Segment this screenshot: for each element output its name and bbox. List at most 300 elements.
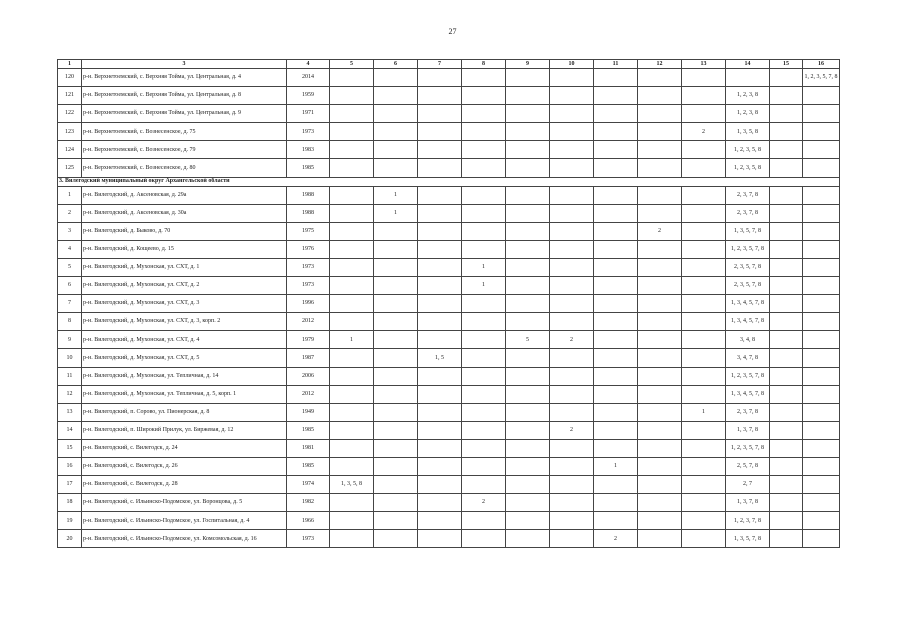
table-cell xyxy=(506,105,550,123)
table-cell: 2 xyxy=(550,331,594,349)
table-cell xyxy=(638,204,682,222)
table-cell xyxy=(550,204,594,222)
table-cell xyxy=(374,141,418,159)
table-cell: 1, 2, 3, 5, 7, 8 xyxy=(726,240,770,258)
table-cell xyxy=(418,295,462,313)
column-header: 16 xyxy=(803,60,840,69)
row-number-cell: 8 xyxy=(58,313,82,331)
table-cell xyxy=(638,141,682,159)
table-row xyxy=(58,277,840,295)
table-cell xyxy=(550,240,594,258)
table-cell xyxy=(418,403,462,421)
table-cell xyxy=(330,123,374,141)
table-cell xyxy=(506,222,550,240)
table-row xyxy=(58,159,840,177)
row-number-cell: 13 xyxy=(58,403,82,421)
table-cell xyxy=(770,421,803,439)
row-number-cell: 5 xyxy=(58,258,82,276)
table-cell: 2, 5, 7, 8 xyxy=(726,457,770,475)
table-cell xyxy=(462,313,506,331)
table-cell xyxy=(638,159,682,177)
table-cell: 1, 2, 3, 7, 8 xyxy=(726,512,770,530)
table-cell xyxy=(462,457,506,475)
table-cell xyxy=(418,258,462,276)
address-cell: р-н. Вилегодский, д. Мухонская, ул. СХТ, д. 1 xyxy=(82,258,287,276)
table-row xyxy=(58,295,840,313)
table-cell xyxy=(770,204,803,222)
table-cell xyxy=(550,105,594,123)
column-header: 1 xyxy=(58,60,82,69)
table-cell xyxy=(330,349,374,367)
row-number-cell: 6 xyxy=(58,277,82,295)
table-cell xyxy=(330,186,374,204)
table-cell: 2014 xyxy=(287,69,330,87)
table-cell xyxy=(594,295,638,313)
table-cell: 1971 xyxy=(287,105,330,123)
table-cell xyxy=(550,295,594,313)
table-cell: 1973 xyxy=(287,258,330,276)
table-cell xyxy=(803,222,840,240)
address-cell: р-н. Вилегодский, с. Ильинско-Подомское, ул. Комсомольская, д. 16 xyxy=(82,530,287,548)
table-header-row xyxy=(58,60,840,69)
table-cell xyxy=(506,87,550,105)
table-row xyxy=(58,141,840,159)
table-cell: 1, 3, 4, 5, 7, 8 xyxy=(726,313,770,331)
table-cell: 1976 xyxy=(287,240,330,258)
table-cell xyxy=(770,295,803,313)
table-cell xyxy=(803,258,840,276)
table-cell xyxy=(638,105,682,123)
column-header: 14 xyxy=(726,60,770,69)
table-cell: 2012 xyxy=(287,313,330,331)
table-cell xyxy=(770,457,803,475)
table-row xyxy=(58,331,840,349)
table-cell xyxy=(506,69,550,87)
table-row xyxy=(58,476,840,494)
table-cell xyxy=(682,331,726,349)
table-cell xyxy=(638,494,682,512)
table-cell xyxy=(330,295,374,313)
table-cell xyxy=(330,439,374,457)
table-cell xyxy=(803,331,840,349)
table-cell xyxy=(682,105,726,123)
table-cell: 1985 xyxy=(287,421,330,439)
column-header: 3 xyxy=(82,60,287,69)
table-cell: 1, 3, 4, 5, 7, 8 xyxy=(726,295,770,313)
table-cell xyxy=(594,240,638,258)
table-cell xyxy=(770,105,803,123)
table-cell xyxy=(462,403,506,421)
table-cell xyxy=(770,512,803,530)
table-cell xyxy=(682,186,726,204)
table-cell xyxy=(374,349,418,367)
address-cell: р-н. Вилегодский, с. Вилегодск, д. 26 xyxy=(82,457,287,475)
table-cell xyxy=(462,367,506,385)
table-cell xyxy=(550,512,594,530)
table-cell xyxy=(550,69,594,87)
table-cell xyxy=(374,313,418,331)
address-cell: р-н. Вилегодский, д. Мухонская, ул. Тепличная, д. 5, корп. 1 xyxy=(82,385,287,403)
table-cell xyxy=(594,159,638,177)
table-cell: 1, 2, 3, 8 xyxy=(726,87,770,105)
table-cell xyxy=(682,258,726,276)
table-cell xyxy=(330,141,374,159)
row-number-cell: 19 xyxy=(58,512,82,530)
row-number-cell: 4 xyxy=(58,240,82,258)
table-cell xyxy=(638,476,682,494)
table-cell xyxy=(594,494,638,512)
table-cell xyxy=(770,141,803,159)
table-cell xyxy=(682,69,726,87)
address-cell: р-н. Вилегодский, д. Быково, д. 70 xyxy=(82,222,287,240)
table-cell xyxy=(418,204,462,222)
address-cell: р-н. Вилегодский, д. Мухонская, ул. СХТ, д. 2 xyxy=(82,277,287,295)
table-cell xyxy=(638,123,682,141)
address-cell: р-н. Вилегодский, д. Мухонская, ул. СХТ, д. 3, корп. 2 xyxy=(82,313,287,331)
table-cell: 1 xyxy=(462,277,506,295)
section-title: 3. Вилегодский муниципальный округ Архангельской области xyxy=(58,177,840,186)
table-cell xyxy=(506,385,550,403)
address-cell: р-н. Верхнетоемский, с. Верхняя Тойма, ул. Центральная, д. 8 xyxy=(82,87,287,105)
table-cell: 2, 3, 7, 8 xyxy=(726,403,770,421)
row-number-cell: 2 xyxy=(58,204,82,222)
table-cell xyxy=(638,313,682,331)
table-cell xyxy=(803,159,840,177)
table-cell xyxy=(638,295,682,313)
table-cell xyxy=(330,403,374,421)
table-cell xyxy=(374,87,418,105)
table-cell xyxy=(418,421,462,439)
column-header: 13 xyxy=(682,60,726,69)
table-cell xyxy=(803,476,840,494)
table-cell xyxy=(594,403,638,421)
table-cell xyxy=(418,141,462,159)
table-cell xyxy=(682,295,726,313)
table-cell xyxy=(550,258,594,276)
table-cell: 2, 3, 5, 7, 8 xyxy=(726,258,770,276)
table-cell xyxy=(638,457,682,475)
table-cell xyxy=(682,222,726,240)
table-cell xyxy=(638,258,682,276)
table-cell xyxy=(506,349,550,367)
table-cell: 2, 7 xyxy=(726,476,770,494)
row-number-cell: 3 xyxy=(58,222,82,240)
table-cell xyxy=(594,512,638,530)
table-row xyxy=(58,439,840,457)
table-cell xyxy=(770,69,803,87)
row-number-cell: 11 xyxy=(58,367,82,385)
table-cell: 1996 xyxy=(287,295,330,313)
table-cell: 1, 2, 3, 5, 7, 8 xyxy=(803,69,840,87)
table-cell xyxy=(803,123,840,141)
table-row xyxy=(58,367,840,385)
table-cell xyxy=(682,457,726,475)
row-number-cell: 16 xyxy=(58,457,82,475)
table-row xyxy=(58,222,840,240)
table-row xyxy=(58,186,840,204)
row-number-cell: 15 xyxy=(58,439,82,457)
table-cell xyxy=(506,313,550,331)
table-cell xyxy=(770,367,803,385)
row-number-cell: 17 xyxy=(58,476,82,494)
table-cell xyxy=(638,367,682,385)
table-cell xyxy=(770,258,803,276)
table-cell xyxy=(682,421,726,439)
table-cell xyxy=(506,141,550,159)
table-cell xyxy=(638,331,682,349)
table-cell xyxy=(374,494,418,512)
column-header: 9 xyxy=(506,60,550,69)
table-cell xyxy=(803,403,840,421)
table-cell xyxy=(418,331,462,349)
table-cell xyxy=(770,123,803,141)
table-cell xyxy=(506,367,550,385)
table-row xyxy=(58,403,840,421)
table-cell xyxy=(594,421,638,439)
table-cell xyxy=(594,105,638,123)
row-number-cell: 125 xyxy=(58,159,82,177)
table-cell: 2012 xyxy=(287,385,330,403)
table-cell xyxy=(374,295,418,313)
table-cell xyxy=(770,159,803,177)
table-cell xyxy=(803,277,840,295)
table-cell: 1 xyxy=(374,204,418,222)
table-cell: 2 xyxy=(550,421,594,439)
table-cell xyxy=(462,512,506,530)
table-cell: 3, 4, 8 xyxy=(726,331,770,349)
column-header: 8 xyxy=(462,60,506,69)
table-cell xyxy=(594,439,638,457)
table-cell xyxy=(550,494,594,512)
column-header: 10 xyxy=(550,60,594,69)
table-row xyxy=(58,123,840,141)
table-cell xyxy=(770,385,803,403)
table-cell xyxy=(462,295,506,313)
table-cell xyxy=(770,240,803,258)
table-cell xyxy=(374,222,418,240)
table-cell xyxy=(506,277,550,295)
table-cell xyxy=(803,87,840,105)
table-cell xyxy=(374,367,418,385)
table-cell xyxy=(594,331,638,349)
table-cell xyxy=(506,421,550,439)
table-cell xyxy=(462,204,506,222)
table-cell: 1949 xyxy=(287,403,330,421)
table-cell: 1988 xyxy=(287,186,330,204)
table-cell xyxy=(462,476,506,494)
table-cell: 1985 xyxy=(287,159,330,177)
table-cell xyxy=(330,258,374,276)
table-cell: 1974 xyxy=(287,476,330,494)
column-header: 4 xyxy=(287,60,330,69)
table-cell xyxy=(682,87,726,105)
table-cell xyxy=(803,313,840,331)
table-row xyxy=(58,105,840,123)
table-cell: 1, 3, 5, 7, 8 xyxy=(726,530,770,548)
section-row xyxy=(58,177,840,186)
table-cell: 1973 xyxy=(287,530,330,548)
row-number-cell: 12 xyxy=(58,385,82,403)
table-cell xyxy=(682,512,726,530)
table-cell xyxy=(418,385,462,403)
table-cell: 1 xyxy=(682,403,726,421)
row-number-cell: 124 xyxy=(58,141,82,159)
table-cell: 2 xyxy=(462,494,506,512)
address-cell: р-н. Вилегодский, с. Ильинско-Подомское, ул. Госпитальная, д. 4 xyxy=(82,512,287,530)
table-cell xyxy=(682,141,726,159)
table-cell xyxy=(506,530,550,548)
table-cell xyxy=(638,385,682,403)
table-cell xyxy=(462,240,506,258)
table-cell: 1987 xyxy=(287,349,330,367)
table-cell xyxy=(803,385,840,403)
table-cell: 1981 xyxy=(287,439,330,457)
address-cell: р-н. Вилегодский, с. Вилегодск, д. 24 xyxy=(82,439,287,457)
table-cell: 2 xyxy=(682,123,726,141)
table-cell xyxy=(550,457,594,475)
table-cell xyxy=(418,476,462,494)
table-cell xyxy=(330,240,374,258)
table-cell xyxy=(374,277,418,295)
table-cell xyxy=(803,141,840,159)
table-row xyxy=(58,512,840,530)
table-cell: 5 xyxy=(506,331,550,349)
table-cell xyxy=(594,476,638,494)
table-cell xyxy=(374,439,418,457)
row-number-cell: 123 xyxy=(58,123,82,141)
table-cell: 1988 xyxy=(287,204,330,222)
table-cell xyxy=(638,240,682,258)
table-cell xyxy=(803,186,840,204)
table-cell xyxy=(506,457,550,475)
table-cell xyxy=(374,123,418,141)
table-cell xyxy=(418,105,462,123)
table-cell: 2006 xyxy=(287,367,330,385)
address-cell: р-н. Верхнетоемский, с. Верхняя Тойма, ул. Центральная, д. 9 xyxy=(82,105,287,123)
address-cell: р-н. Вилегодский, д. Мухонская, ул. СХТ, д. 4 xyxy=(82,331,287,349)
table-cell xyxy=(594,277,638,295)
table-cell: 1, 3, 5, 8 xyxy=(330,476,374,494)
table-cell: 1, 3, 7, 8 xyxy=(726,421,770,439)
table-row xyxy=(58,258,840,276)
table-cell xyxy=(462,530,506,548)
table-row xyxy=(58,87,840,105)
table-cell xyxy=(418,222,462,240)
table-cell xyxy=(506,295,550,313)
address-cell: р-н. Вилегодский, д. Аксеновская, д. 30а xyxy=(82,204,287,222)
table-cell: 1 xyxy=(330,331,374,349)
table-cell xyxy=(550,141,594,159)
table-cell xyxy=(462,105,506,123)
table-cell xyxy=(374,159,418,177)
table-cell xyxy=(374,530,418,548)
table-cell xyxy=(374,421,418,439)
table-cell xyxy=(374,457,418,475)
table-cell xyxy=(418,313,462,331)
table-cell xyxy=(770,186,803,204)
table-cell xyxy=(506,512,550,530)
table-cell xyxy=(330,385,374,403)
address-cell: р-н. Верхнетоемский, с. Верхняя Тойма, ул. Центральная, д. 4 xyxy=(82,69,287,87)
table-cell xyxy=(550,530,594,548)
table-cell xyxy=(418,512,462,530)
table-cell: 1, 2, 3, 8 xyxy=(726,105,770,123)
table-cell xyxy=(506,186,550,204)
table-cell xyxy=(418,277,462,295)
column-header: 7 xyxy=(418,60,462,69)
table-cell xyxy=(462,186,506,204)
table-cell xyxy=(330,367,374,385)
table-cell xyxy=(374,403,418,421)
table-row xyxy=(58,494,840,512)
table-cell: 1975 xyxy=(287,222,330,240)
table-cell xyxy=(330,512,374,530)
table-cell xyxy=(418,123,462,141)
column-header: 11 xyxy=(594,60,638,69)
table-row xyxy=(58,457,840,475)
table-cell xyxy=(330,204,374,222)
page-number: 27 xyxy=(448,27,457,36)
table-cell: 1, 3, 4, 5, 7, 8 xyxy=(726,385,770,403)
table-cell xyxy=(594,87,638,105)
table-cell xyxy=(462,159,506,177)
table-cell xyxy=(330,69,374,87)
table-cell xyxy=(638,439,682,457)
table-cell xyxy=(374,476,418,494)
table-cell xyxy=(462,123,506,141)
table-cell xyxy=(682,385,726,403)
table-cell xyxy=(638,69,682,87)
table-cell xyxy=(462,222,506,240)
row-number-cell: 20 xyxy=(58,530,82,548)
table-cell: 1959 xyxy=(287,87,330,105)
table-cell xyxy=(462,385,506,403)
column-header: 5 xyxy=(330,60,374,69)
address-cell: р-н. Вилегодский, п. Широкий Прилук, ул. Биржевая, д. 12 xyxy=(82,421,287,439)
table-cell xyxy=(418,367,462,385)
table-cell xyxy=(803,204,840,222)
table-cell xyxy=(418,240,462,258)
table-cell xyxy=(506,494,550,512)
table-cell xyxy=(770,530,803,548)
table-cell xyxy=(638,277,682,295)
table-cell xyxy=(374,512,418,530)
table-cell xyxy=(462,331,506,349)
address-cell: р-н. Вилегодский, с. Вилегодск, д. 28 xyxy=(82,476,287,494)
table-cell: 1973 xyxy=(287,123,330,141)
table-cell xyxy=(594,186,638,204)
table-cell xyxy=(506,258,550,276)
table-cell xyxy=(638,349,682,367)
table-cell xyxy=(803,105,840,123)
table-cell xyxy=(770,403,803,421)
table-cell xyxy=(330,530,374,548)
table-cell xyxy=(418,186,462,204)
table-cell xyxy=(726,69,770,87)
table-cell xyxy=(550,403,594,421)
table-cell xyxy=(418,494,462,512)
address-cell: р-н. Вилегодский, д. Мухонская, ул. СХТ, д. 5 xyxy=(82,349,287,367)
table-cell: 2 xyxy=(638,222,682,240)
table-cell xyxy=(506,439,550,457)
row-number-cell: 121 xyxy=(58,87,82,105)
address-cell: р-н. Вилегодский, с. Ильинско-Подомское, ул. Воронцова, д. 5 xyxy=(82,494,287,512)
address-cell: р-н. Вилегодский, п. Сорово, ул. Пионерская, д. 8 xyxy=(82,403,287,421)
table-cell xyxy=(330,457,374,475)
table-cell xyxy=(462,421,506,439)
table-cell xyxy=(550,277,594,295)
table-cell: 1973 xyxy=(287,277,330,295)
